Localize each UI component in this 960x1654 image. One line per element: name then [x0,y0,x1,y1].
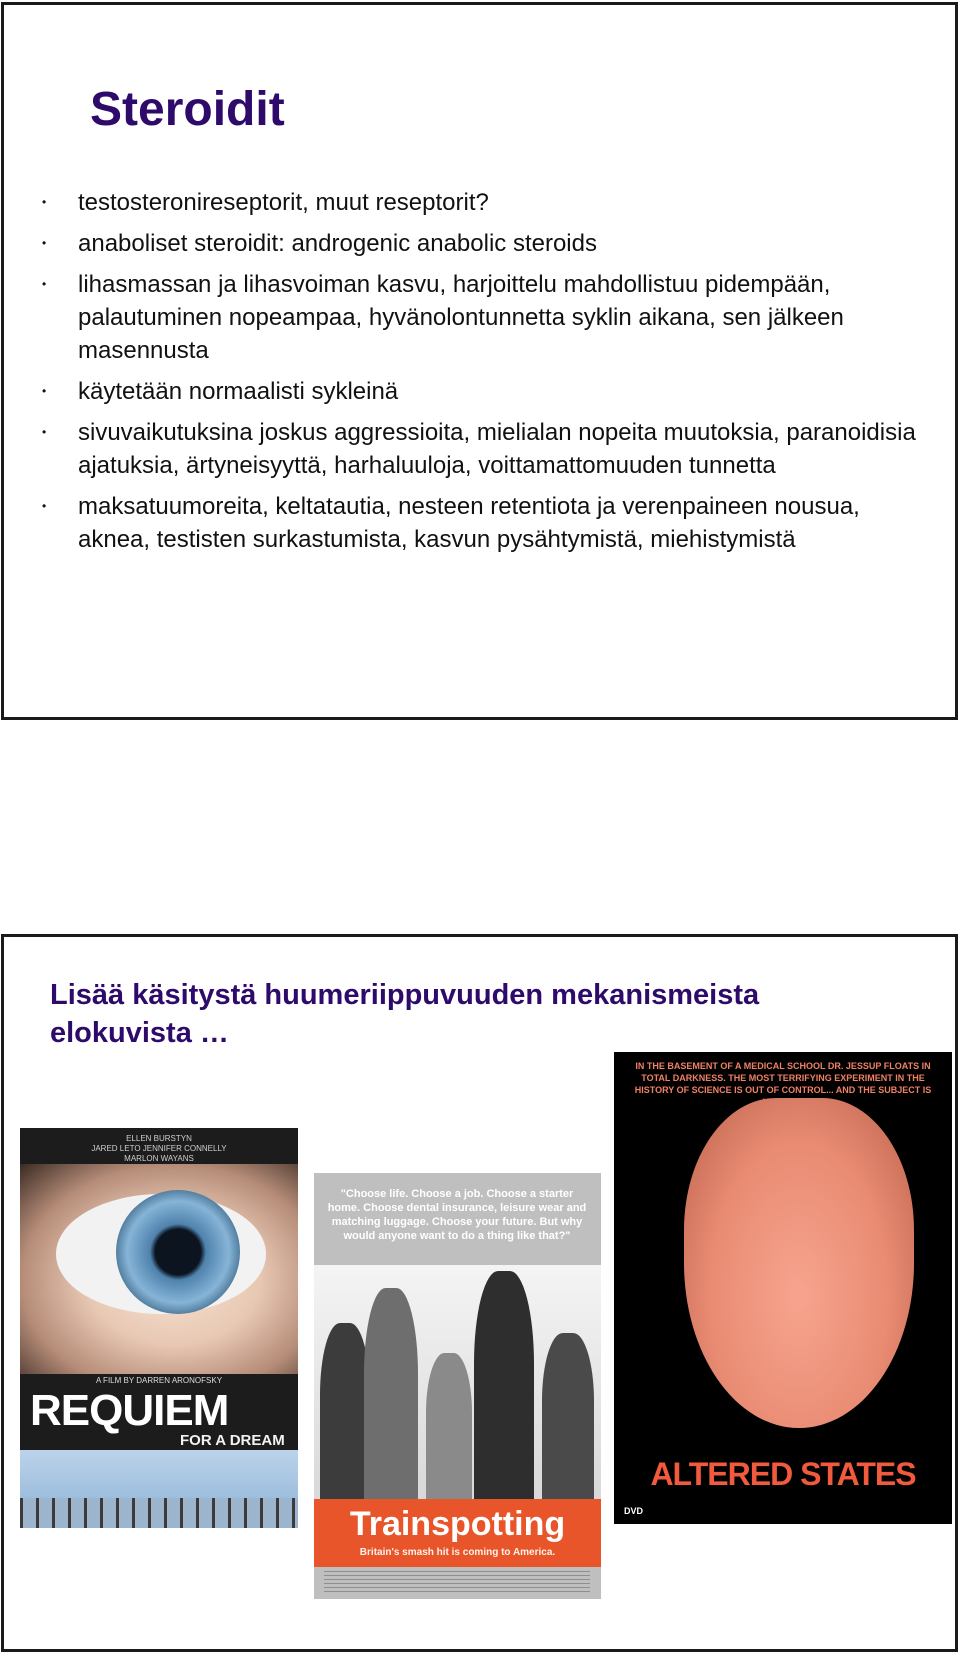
bullet-item [38,186,938,219]
bullet-item [38,227,938,260]
bullet-text: sivuvaikutuksina joskus aggressioita, mielialan nopeita muutoksia, paranoidisia ajatuksia, ärtyneisyyttä, harhaluuloja, voittamattomuuden tunnetta [78,419,916,479]
bullet-item [38,490,938,556]
cast-figure [320,1323,370,1503]
bullet-text: testosteronireseptorit, muut reseptorit? [78,189,489,216]
fine-print [324,1571,590,1593]
poster-altered-states [614,1052,952,1524]
poster-subtitle: FOR A DREAM [180,1432,285,1449]
bullet-item [38,268,938,367]
bullet-text: anaboliset steroidit: androgenic anabolic steroids [78,230,597,257]
cast-figure [542,1333,594,1503]
poster-requiem-for-a-dream [20,1128,298,1528]
poster-credits: ELLEN BURSTYN JARED LETO JENNIFER CONNELLY MARLON WAYANS [91,1134,227,1163]
bullet-dot: • [42,425,47,439]
bullet-item [38,416,938,482]
eye-iris [116,1190,240,1314]
poster-quote: "Choose life. Choose a job. Choose a starter home. Choose dental insurance, leisure wear and matching luggage. Choose your future. But why would anyone want to do a thing like that?" [327,1188,587,1242]
bullet-item [38,375,938,408]
bullet-dot: • [42,277,47,291]
poster-trainspotting [314,1173,601,1599]
bullet-dot: • [42,195,47,209]
slide-title: Steroidit [90,83,285,136]
pier-image [20,1498,298,1528]
poster-title: ALTERED STATES [650,1456,916,1492]
bullet-dot: • [42,236,47,250]
cast-figure [426,1353,472,1503]
cast-photo [314,1265,601,1503]
poster-title: REQUIEM [30,1386,229,1435]
bullet-text: lihasmassan ja lihasvoiman kasvu, harjoittelu mahdollistuu pidempään, palautuminen nopeampaa, hyvänolontunnetta syklin aikana, sen jälkeen masennusta [78,271,844,364]
bullet-dot: • [42,499,47,513]
bullet-text: maksatuumoreita, keltatautia, nesteen retentiota ja verenpaineen nousua, aknea, testisten surkastumista, kasvun pysähtymistä, miehistymistä [78,493,860,553]
slide-title: Lisää käsitystä huumeriippuvuuden mekanismeista elokuvista … [50,979,760,1049]
poster-top-text: IN THE BASEMENT OF A MEDICAL SCHOOL DR. JESSUP FLOATS IN TOTAL DARKNESS. THE MOST TERRIFYING EXPERIMENT IN THE HISTORY OF SCIENCE IS OUT OF CONTROL... AND THE SUBJECT IS [634,1061,932,1095]
poster-subtitle: Britain's smash hit is coming to America. [359,1547,556,1558]
cast-figure [364,1288,418,1503]
upside-down-head-image [684,1098,914,1428]
poster-tagline: A FILM BY DARREN ARONOFSKY [95,1376,223,1385]
bullet-list [38,186,938,564]
bullet-dot: • [42,384,47,398]
poster-title: Trainspotting [349,1505,566,1543]
cast-figure [474,1271,534,1503]
dvd-logo: DVD [624,1506,644,1516]
bullet-text: käytetään normaalisti sykleinä [78,378,399,405]
